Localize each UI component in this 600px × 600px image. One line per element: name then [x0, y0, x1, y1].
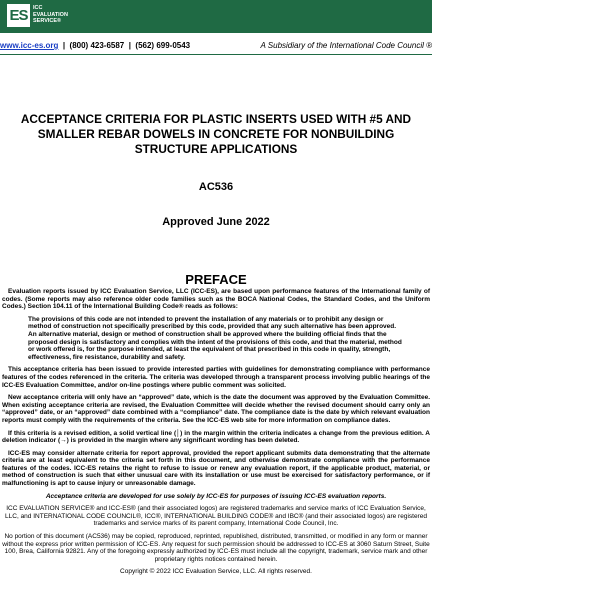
subsidiary-note: A Subsidiary of the International Code Council ® [260, 41, 432, 50]
website-link[interactable]: www.icc-es.org [0, 41, 59, 50]
preface-paragraph: If this criteria is a revised edition, a solid vertical line (│) in the margin within the criteria indicates a change from the previous edition. A deletion indicator (→) is provided in the margin where any significant wording has been deleted. [2, 429, 430, 445]
document-code: AC536 [198, 181, 234, 193]
phone-number: (800) 423-6587 [69, 41, 125, 50]
header-divider [0, 54, 432, 55]
usage-note: Acceptance criteria are developed for use solely by ICC-ES for purposes of issuing ICC-ES evaluation reports. [45, 492, 387, 500]
preface-paragraph: New acceptance criteria will only have an “approved” date, which is the date the document was approved by the Evaluation Committee. When existing acceptance criteria are revised, the Evaluation Committee will decide whether the revised document should carry only an “approved” date, or an “approved” date combined with a “compliance” date. The compliance date is the date by which relevant evaluation reports must comply with the requirements of the criteria. See the ICC-ES web site for more information on compliance dates. [2, 394, 430, 424]
title-line: SMALLER REBAR DOWELS IN CONCRETE FOR NONBUILDING [37, 127, 395, 141]
code-quote: The provisions of this code are not intended to prevent the installation of any materials or to prohibit any design or method of construction not specifically prescribed by this code, provided that any such alternative has been approved. An alternative material, design or method of construction shall be approved where the building official finds that the proposed design is satisfactory and complies with the intent of the provisions of this code, and that the material, method or work offered is, for the purpose intended, at least the equivalent of that prescribed in this code in quality, strength, effectiveness, fire resistance, durability and safety. [28, 315, 402, 361]
reproduction-notice: No portion of this document (AC536) may be copied, reproduced, reprinted, republished, distributed, transmitted, or modified in any form or manner without the express prior written permission of ICC-ES. Any request for such permission should be addressed to ICC-ES at 3060 Saturn Street, Suite 100, Brea, California 92821. Any of the foregoing expressly authorized by ICC-ES must include all the copyright, trademark, service mark and other proprietary rights notices contained herein. [2, 533, 430, 563]
logo-text [33, 5, 93, 25]
icc-es-logo-icon: ES [7, 4, 30, 27]
preface-paragraph: This acceptance criteria has been issued to provide interested parties with guidelines for demonstrating compliance with performance features of the codes referenced in the criteria. The criteria was developed through a transparent process involving public hearings of the ICC-ES Evaluation Committee, and/or on-line postings where public comment was solicited. [2, 366, 430, 389]
logo-line: ICC [33, 5, 43, 11]
document-title [0, 112, 432, 157]
phone-number: (562) 699-0543 [135, 41, 191, 50]
title-line: ACCEPTANCE CRITERIA FOR PLASTIC INSERTS USED WITH #5 AND [20, 112, 412, 126]
contact-bar [0, 41, 432, 50]
trademark-notice: ICC EVALUATION SERVICE® and ICC-ES® (and their associated logos) are registered trademarks and service marks of ICC Evaluation Service, LLC, and INTERNATIONAL CODE COUNCIL®, ICC®, INTERNATIONAL BUILDING CODE® and IBC® (and their associated logos) are registered trademarks and service marks of its parent company, International Code Council, Inc. [5, 505, 427, 528]
contact-info [0, 41, 190, 50]
preface-body [2, 288, 430, 581]
title-line: STRUCTURE APPLICATIONS [134, 142, 298, 156]
preface-heading: PREFACE [185, 272, 247, 287]
preface-paragraph: ICC-ES may consider alternate criteria for report approval, provided the report applicant submits data demonstrating that the alternate criteria are at least equivalent to the criteria set forth in this document, and otherwise demonstrate compliance with the performance features of the codes. ICC-ES retains the right to refuse to issue or renew any evaluation report, if the applicable product, material, or method of construction is such that either unusual care with its installation or use must be exercised for satisfactory performance, or if malfunctioning is apt to cause injury or unreasonable damage. [2, 449, 430, 488]
preface-paragraph: Evaluation reports issued by ICC Evaluation Service, LLC (ICC-ES), are based upon performance features of the International family of codes. (Some reports may also reference older code families such as the BOCA National Codes, the Standard Codes, and the Uniform Codes.) Section 104.11 of the International Building Code® reads as follows: [2, 288, 430, 311]
logo-line: SERVICE® [33, 18, 62, 24]
approval-date: Approved June 2022 [162, 216, 270, 228]
header-banner [0, 0, 432, 33]
separator: | [62, 41, 66, 50]
separator: | [128, 41, 131, 50]
copyright-notice: Copyright © 2022 ICC Evaluation Service, LLC. All rights reserved. [120, 568, 312, 576]
logo-line: EVALUATION [33, 11, 68, 18]
